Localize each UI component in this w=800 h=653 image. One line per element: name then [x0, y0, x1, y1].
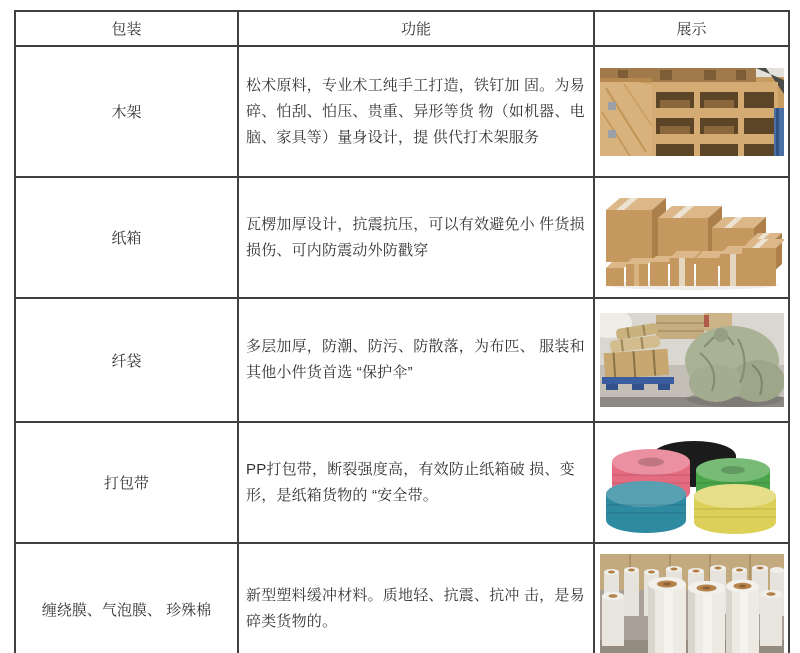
table-row — [15, 46, 789, 177]
table-row — [15, 177, 789, 298]
photo-cell — [594, 298, 789, 422]
header-packaging: 包装 — [15, 11, 238, 46]
photo-cell — [594, 177, 789, 298]
table-row — [15, 298, 789, 422]
table-row — [15, 543, 789, 653]
packaging-table — [14, 10, 790, 653]
packaging-cell: 木架 — [15, 46, 238, 177]
header-function: 功能 — [238, 11, 594, 46]
packaging-cell: 纤袋 — [15, 298, 238, 422]
function-cell: 瓦楞加厚设计，抗震抗压，可以有效避免小 件货损损伤、可内防震动外防戳穿 — [238, 177, 594, 298]
photo-cell — [594, 46, 789, 177]
stretch-film-rolls-photo — [600, 554, 784, 653]
wooden-crates-photo — [600, 68, 784, 156]
woven-bags-photo — [600, 313, 784, 407]
cardboard-boxes-photo — [600, 186, 784, 290]
header-row — [15, 11, 789, 46]
packaging-cell: 纸箱 — [15, 177, 238, 298]
function-cell: 松术原料，专业术工纯手工打造，铁钉加 固。为易碎、怕刮、怕压、贵重、异形等货 物（如机器、电脑、家具等）量身设计，提 供代打术架服务 — [238, 46, 594, 177]
photo-cell — [594, 422, 789, 543]
packaging-cell: 打包带 — [15, 422, 238, 543]
photo-cell — [594, 543, 789, 653]
function-cell: 多层加厚，防潮、防污、防散落，为布匹、 服装和其他小件货首选 “保护伞” — [238, 298, 594, 422]
function-cell: 新型塑料缓冲材料。质地轻、抗震、抗冲 击，是易碎类货物的。 — [238, 543, 594, 653]
pp-strap-rolls-photo — [600, 432, 784, 534]
function-cell: PP打包带，断裂强度高，有效防止纸箱破 损、变形，是纸箱货物的 “安全带。 — [238, 422, 594, 543]
header-display: 展示 — [594, 11, 789, 46]
packaging-cell: 缠绕膜、气泡膜、 珍殊棉 — [15, 543, 238, 653]
table-row — [15, 422, 789, 543]
